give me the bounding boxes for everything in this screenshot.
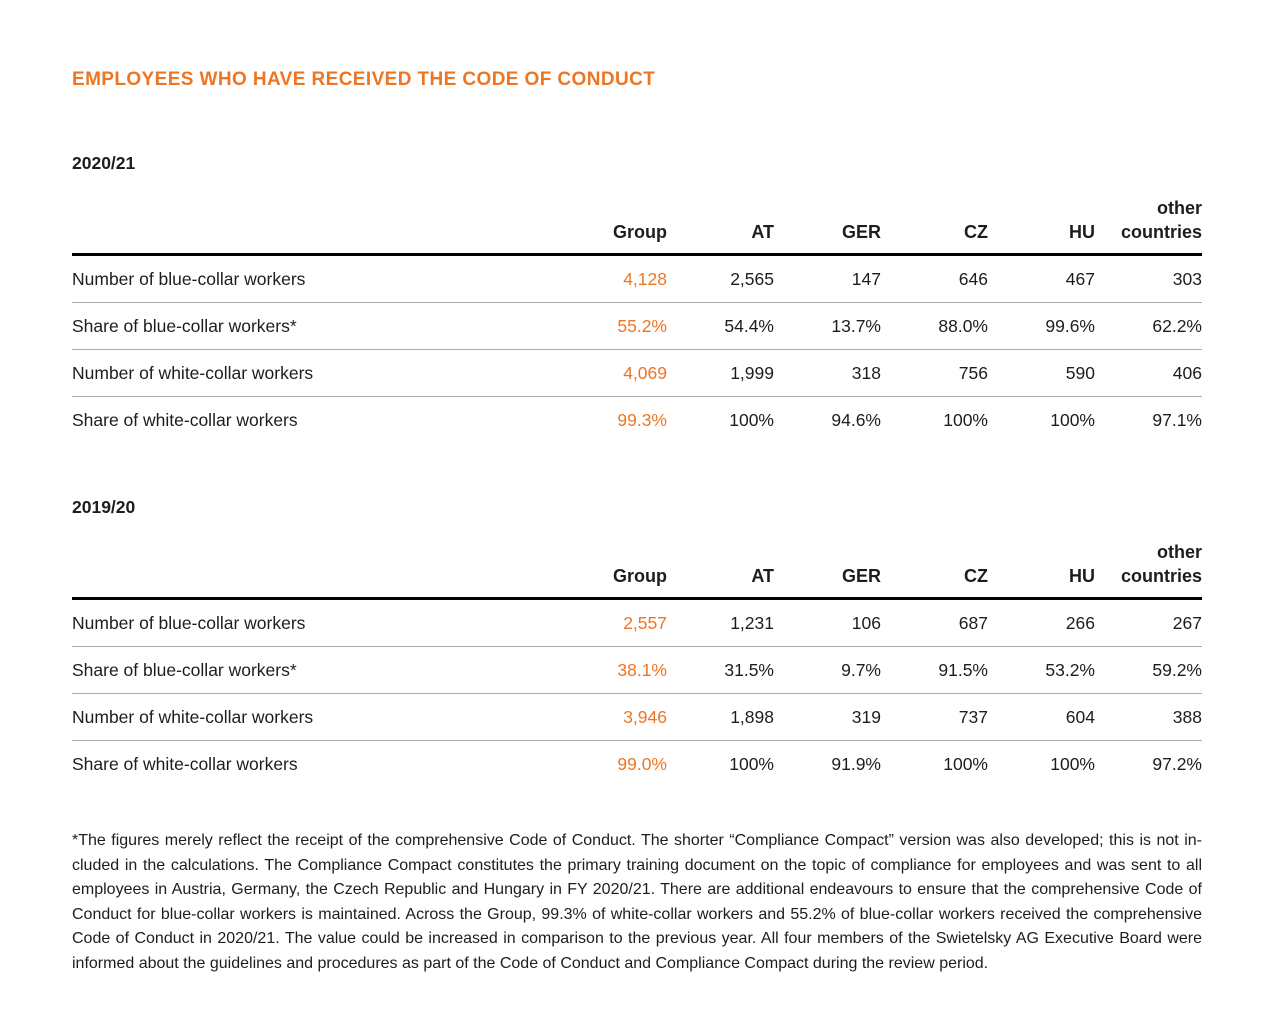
cell: 318	[774, 350, 881, 397]
cell: 55.2%	[560, 303, 667, 350]
cell: 97.1%	[1152, 410, 1202, 430]
row-label: Share of white-collar workers	[72, 754, 298, 774]
col-header-ger: GER	[774, 540, 881, 599]
cell: 646	[881, 255, 988, 303]
cell: 4,128	[560, 255, 667, 303]
cell: 99.0%	[617, 754, 667, 774]
cell: 99.3%	[617, 410, 667, 430]
table-row	[72, 255, 1202, 303]
row-label: Number of white-collar workers	[72, 694, 560, 741]
cell: 303	[1095, 255, 1202, 303]
cell: 2,557	[560, 599, 667, 647]
cell: 267	[1095, 599, 1202, 647]
col-header-hu: HU	[988, 196, 1095, 255]
cell: 99.6%	[988, 303, 1095, 350]
cell: 737	[881, 694, 988, 741]
row-label: Number of blue-collar workers	[72, 255, 560, 303]
col-header-cz: CZ	[881, 196, 988, 255]
cell: 53.2%	[988, 647, 1095, 694]
table-row	[72, 303, 1202, 350]
cell: 38.1%	[560, 647, 667, 694]
col-header-cz: CZ	[881, 540, 988, 599]
table-header	[72, 196, 1202, 255]
col-header-group: Group	[560, 196, 667, 255]
cell: 1,898	[667, 694, 774, 741]
row-label: Number of blue-collar workers	[72, 599, 560, 647]
col-header-ger: GER	[774, 196, 881, 255]
cell: 100%	[943, 410, 988, 430]
cell: 100%	[943, 754, 988, 774]
table-row	[72, 599, 1202, 647]
cell: 13.7%	[774, 303, 881, 350]
cell: 100%	[1050, 754, 1095, 774]
footnote	[72, 829, 1202, 976]
table-header	[72, 540, 1202, 599]
cell: 59.2%	[1095, 647, 1202, 694]
table-body	[72, 599, 1202, 788]
cell: 94.6%	[831, 410, 881, 430]
cell: 388	[1095, 694, 1202, 741]
footnote-line: employees in Austria, Germany, the Czech Republic and Hungary in FY 2020/21. There are additional endeavours to ensure that the comprehensive Code of	[72, 881, 1202, 898]
footnote-line: Conduct for blue-collar workers is maintained. Across the Group, 99.3% of white-collar workers and 55.2% of blue-collar workers received the comprehensive	[72, 905, 1202, 923]
cell: 3,946	[560, 694, 667, 741]
table-row	[72, 350, 1202, 397]
col-header-empty	[72, 196, 560, 255]
cell: 9.7%	[774, 647, 881, 694]
row-label: Share of blue-collar workers*	[72, 303, 560, 350]
cell: 100%	[1050, 410, 1095, 430]
footnote-line: *The figures merely reflect the receipt of the comprehensive Code of Conduct. The shorter “Compliance Compact” version was also developed; this is not in-	[72, 832, 1202, 849]
cell: 406	[1095, 350, 1202, 397]
coc-table-2019-20	[72, 540, 1202, 787]
page-title: EMPLOYEES WHO HAVE RECEIVED THE CODE OF CONDUCT	[72, 69, 656, 90]
table-row	[72, 741, 1202, 788]
cell: 319	[774, 694, 881, 741]
table-row	[72, 397, 1202, 444]
section-2020-21	[72, 153, 1202, 443]
cell: 756	[881, 350, 988, 397]
cell: 31.5%	[667, 647, 774, 694]
cell: 62.2%	[1095, 303, 1202, 350]
cell: 2,565	[667, 255, 774, 303]
cell: 106	[774, 599, 881, 647]
table-body	[72, 255, 1202, 444]
row-label: Share of blue-collar workers*	[72, 647, 560, 694]
cell: 687	[881, 599, 988, 647]
col-header-at: AT	[667, 196, 774, 255]
cell: 4,069	[560, 350, 667, 397]
col-header-group: Group	[560, 540, 667, 599]
col-header-other-countries: other countries	[1095, 196, 1202, 255]
table-row	[72, 647, 1202, 694]
section-2019-20	[72, 497, 1202, 787]
cell: 147	[774, 255, 881, 303]
col-header-hu: HU	[988, 540, 1095, 599]
cell: 88.0%	[881, 303, 988, 350]
coc-table-2020-21	[72, 196, 1202, 443]
col-header-other-countries: other countries	[1095, 540, 1202, 599]
cell: 91.5%	[881, 647, 988, 694]
row-label: Number of white-collar workers	[72, 350, 560, 397]
period-heading-2019-20: 2019/20	[72, 497, 136, 517]
header-row	[72, 540, 1202, 599]
table-row	[72, 694, 1202, 741]
cell: 1,231	[667, 599, 774, 647]
cell: 467	[988, 255, 1095, 303]
cell: 100%	[729, 754, 774, 774]
footnote-line: cluded in the calculations. The Compliance Compact constitutes the primary training document on the topic of compliance for employees and was sent to all	[72, 856, 1202, 874]
cell: 604	[988, 694, 1095, 741]
row-label: Share of white-collar workers	[72, 410, 298, 430]
period-heading-2020-21: 2020/21	[72, 153, 136, 173]
cell: 97.2%	[1152, 754, 1202, 774]
col-header-at: AT	[667, 540, 774, 599]
cell: 54.4%	[667, 303, 774, 350]
footnote-line: informed about the guidelines and procedures as part of the Code of Conduct and Compliance Compact during the review period.	[72, 954, 989, 972]
footnote-line: Code of Conduct in 2020/21. The value could be increased in comparison to the previous year. All four members of the Swietelsky AG Executive Board were	[72, 930, 1202, 947]
header-row	[72, 196, 1202, 255]
col-header-empty	[72, 540, 560, 599]
cell: 100%	[729, 410, 774, 430]
cell: 590	[988, 350, 1095, 397]
cell: 91.9%	[831, 754, 881, 774]
cell: 1,999	[667, 350, 774, 397]
cell: 266	[988, 599, 1095, 647]
